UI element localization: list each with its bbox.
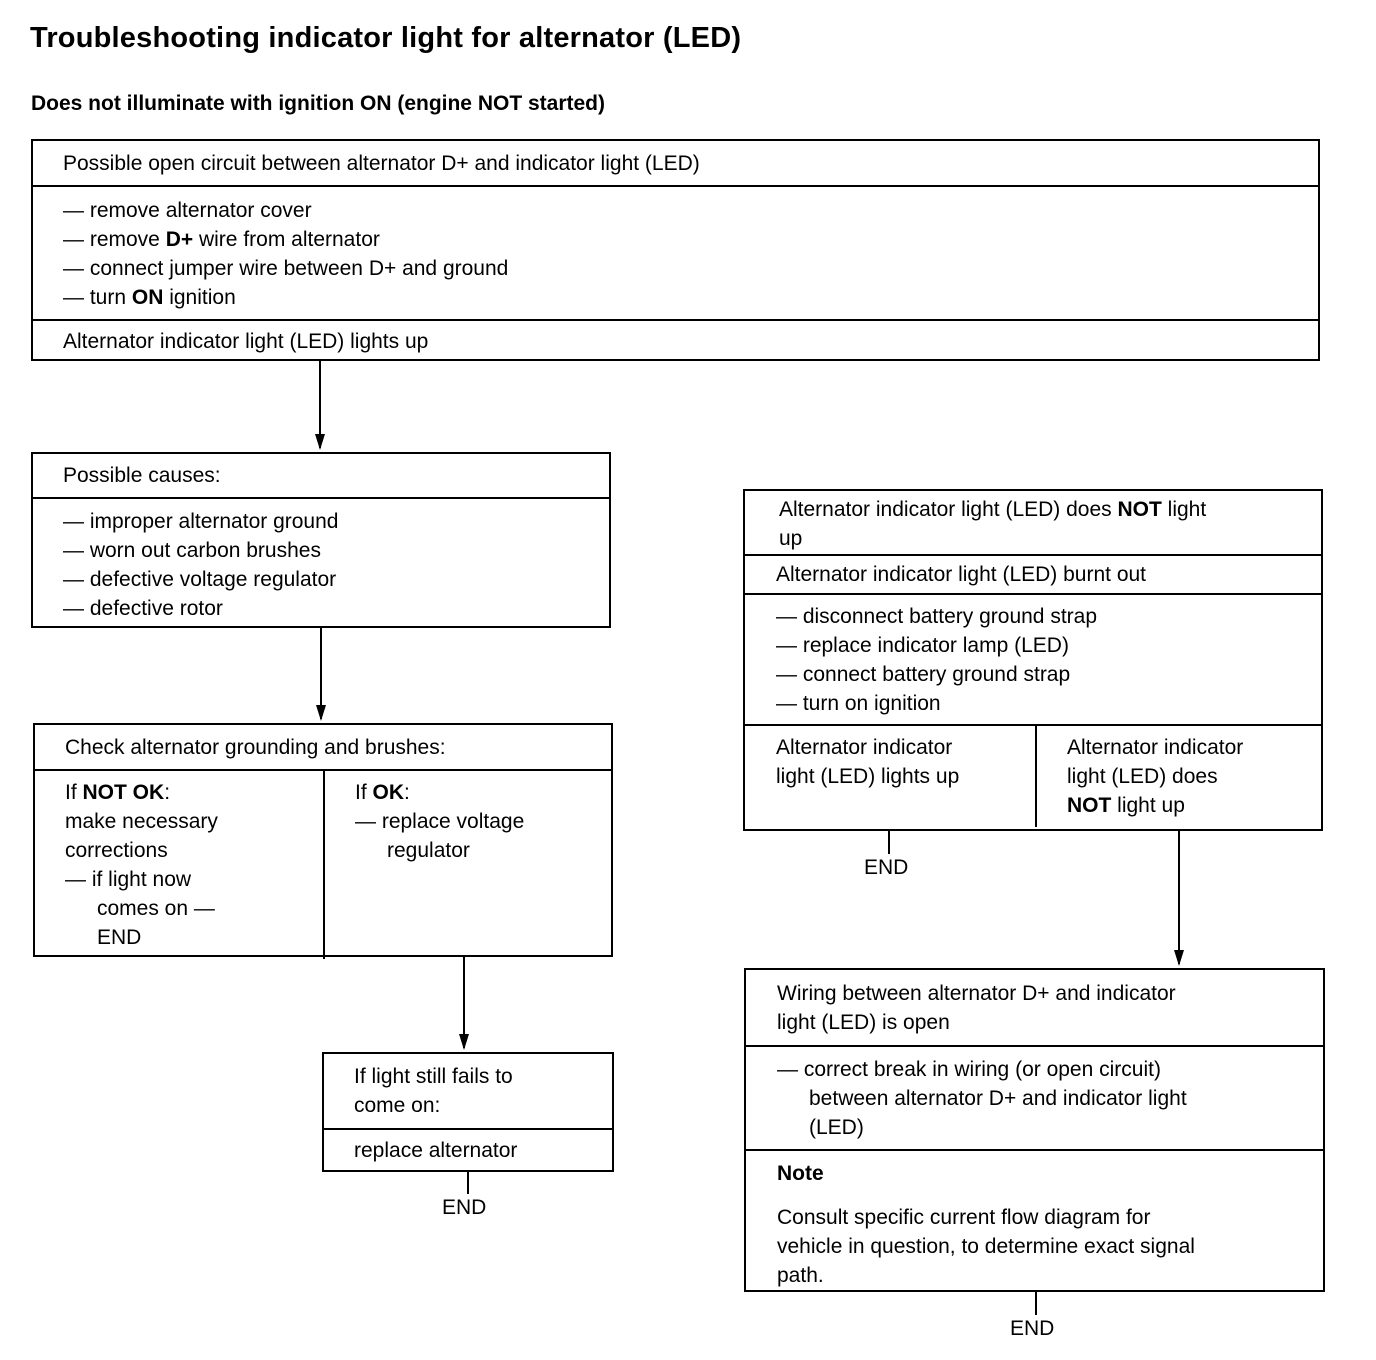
- branch-ok-line: — replace voltage: [355, 810, 525, 833]
- end-label-left: END: [442, 1196, 487, 1219]
- led-still-not-lit-line: Alternator indicator: [1067, 736, 1244, 759]
- possible-causes-header-text: Possible causes:: [63, 464, 221, 487]
- step-connect-jumper: — connect jumper wire between D+ and ground: [63, 257, 509, 280]
- wiring-step-line: — correct break in wiring (or open circuit): [777, 1058, 1161, 1081]
- end-label-middle: END: [864, 856, 909, 879]
- branch-ok-label: If OK:: [355, 781, 410, 804]
- cause-item: — worn out carbon brushes: [63, 539, 321, 562]
- result-lights-up: Alternator indicator light (LED) lights up: [63, 330, 429, 353]
- arrowhead: [1174, 950, 1184, 966]
- led-not-lit-header-line: Alternator indicator light (LED) does NOT light: [779, 498, 1207, 521]
- led-step: — turn on ignition: [776, 692, 941, 715]
- led-step: — connect battery ground strap: [776, 663, 1071, 686]
- replace-alternator-header-line: If light still fails to: [354, 1065, 513, 1088]
- arrowhead: [315, 434, 325, 450]
- branch-not-ok-line: corrections: [65, 839, 168, 862]
- wiring-step-line: between alternator D+ and indicator light: [809, 1087, 1187, 1110]
- cause-item: — defective rotor: [63, 597, 223, 620]
- branch-ok-line: regulator: [387, 839, 470, 862]
- replace-alternator-action-text: replace alternator: [354, 1139, 518, 1162]
- step-turn-on-ignition: — turn ON ignition: [63, 286, 236, 309]
- led-step: — disconnect battery ground strap: [776, 605, 1098, 628]
- led-not-lit-header-line: up: [779, 527, 803, 550]
- arrowhead: [316, 705, 326, 721]
- wiring-step-line: (LED): [809, 1116, 864, 1139]
- note-title: Note: [777, 1162, 824, 1185]
- cause-item: — improper alternator ground: [63, 510, 339, 533]
- arrowhead: [459, 1034, 469, 1050]
- note-line: path.: [777, 1264, 824, 1287]
- step-remove-wire: — remove D+ wire from alternator: [63, 228, 380, 251]
- page-title: Troubleshooting indicator light for alternator (LED): [30, 22, 742, 54]
- branch-not-ok-line: comes on —: [97, 897, 215, 920]
- wiring-open-header-line: Wiring between alternator D+ and indicator: [777, 982, 1176, 1005]
- led-step: — replace indicator lamp (LED): [776, 634, 1069, 657]
- led-burnt-out-text: Alternator indicator light (LED) burnt out: [776, 563, 1147, 586]
- led-still-not-lit-line: NOT light up: [1067, 794, 1185, 817]
- branch-not-ok-line: — if light now: [65, 868, 192, 891]
- end-label-right: END: [1010, 1317, 1055, 1340]
- led-lights-up-line: light (LED) lights up: [776, 765, 960, 788]
- note-line: vehicle in question, to determine exact signal: [777, 1235, 1195, 1258]
- note-line: Consult specific current flow diagram for: [777, 1206, 1151, 1229]
- replace-alternator-header-line: come on:: [354, 1094, 441, 1117]
- open-circuit-header-text: Possible open circuit between alternator D+ and indicator light (LED): [63, 152, 700, 175]
- led-lights-up-line: Alternator indicator: [776, 736, 953, 759]
- branch-not-ok-label: If NOT OK:: [65, 781, 171, 804]
- wiring-open-header-line: light (LED) is open: [777, 1011, 950, 1034]
- cause-item: — defective voltage regulator: [63, 568, 337, 591]
- led-still-not-lit-line: light (LED) does: [1067, 765, 1218, 788]
- step-remove-cover: — remove alternator cover: [63, 199, 312, 222]
- branch-not-ok-line: make necessary: [65, 810, 218, 833]
- page-subtitle: Does not illuminate with ignition ON (engine NOT started): [31, 92, 606, 115]
- branch-not-ok-line: END: [97, 926, 142, 949]
- check-grounding-header-text: Check alternator grounding and brushes:: [65, 736, 446, 759]
